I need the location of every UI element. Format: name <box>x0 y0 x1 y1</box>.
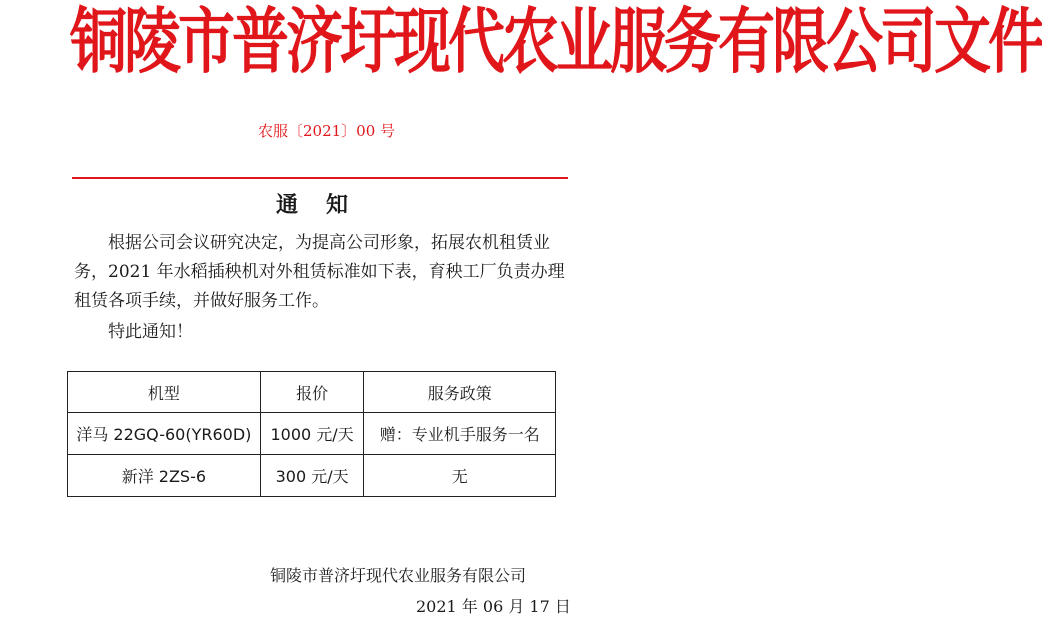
notice-body: 根据公司会议研究决定，为提高公司形象，拓展农机租赁业务，2021 年水稻插秧机对外租赁标准如下表，育秧工厂负责办理租赁各项手续，并做好服务工作。 <box>74 233 565 311</box>
cell-price: 1000 元/天 <box>260 413 364 455</box>
table-row <box>68 413 556 455</box>
cell-price: 300 元/天 <box>260 455 364 497</box>
rental-price-table <box>67 371 556 497</box>
column-header-model: 机型 <box>68 372 261 413</box>
cell-service: 赠：专业机手服务一名 <box>364 413 556 455</box>
notice-title: 通知 <box>276 192 377 218</box>
table-header-row <box>68 372 556 413</box>
document-number: 农服〔2021〕00 号 <box>258 122 396 140</box>
cell-model: 洋马 22GQ-60(YR60D) <box>68 413 261 455</box>
issue-date: 2021 年 06 月 17 日 <box>416 597 571 616</box>
table-row <box>68 455 556 497</box>
cell-service: 无 <box>364 455 556 497</box>
notice-closing: 特此通知！ <box>108 322 193 342</box>
document-header-title: 铜陵市普济圩现代农业服务有限公司文件 <box>70 0 1042 84</box>
column-header-service: 服务政策 <box>364 372 556 413</box>
cell-model: 新洋 2ZS-6 <box>68 455 261 497</box>
column-header-price: 报价 <box>260 372 364 413</box>
issuer-signature: 铜陵市普济圩现代农业服务有限公司 <box>270 566 527 585</box>
red-divider-line <box>72 177 568 179</box>
